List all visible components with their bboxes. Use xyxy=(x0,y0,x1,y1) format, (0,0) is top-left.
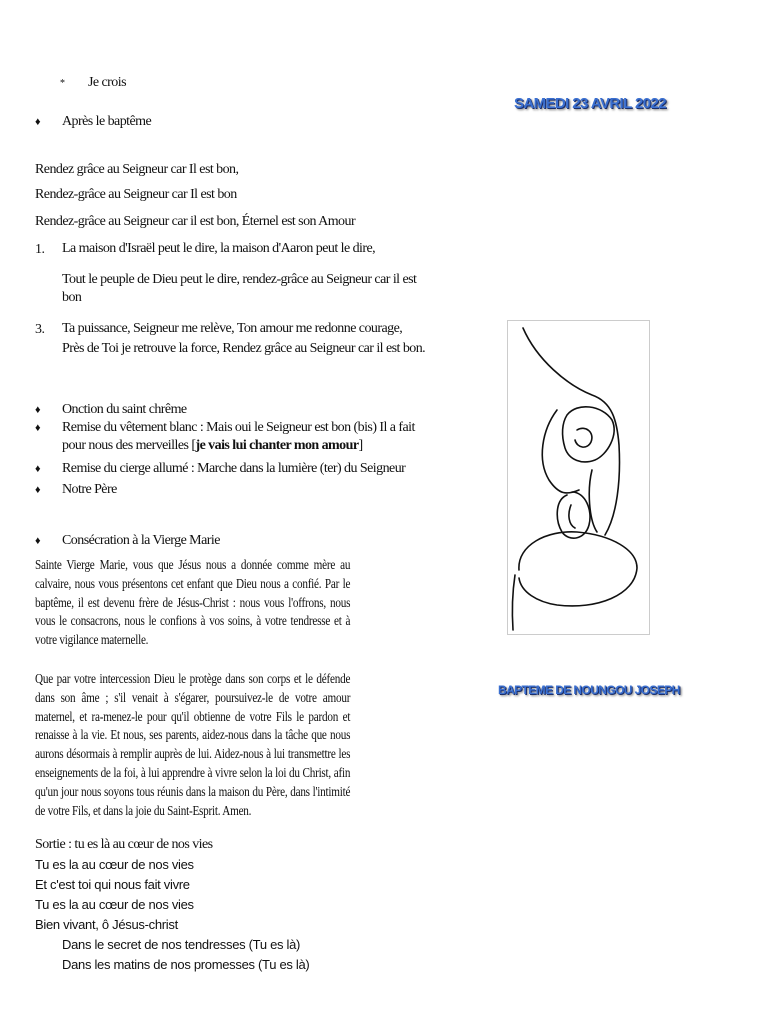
refrain-line: Rendez-grâce au Seigneur car il est bon, Éternel est son Amour xyxy=(35,214,356,229)
diamond-bullet-icon: ♦ xyxy=(35,463,41,475)
diamond-bullet-icon: ♦ xyxy=(35,535,41,547)
verse-number: 1. xyxy=(35,242,45,257)
consecration-paragraph-2: Que par votre intercession Dieu le protège dans son corps et le défende dans son âme ; s'il venait à s'égarer, poursuivez-le de votre amour maternel, et ra-menez-le pour qu'il obtienne de votre Fils le pardon et renaisse à la vie. Et nous, ses parents, aidez-nous dans la tâche que nous aurons désormais à remplir auprès de lui. Aidez-nous à lui transmettre les enseignements de la foi, à lui apprendre à vivre selon la loi du Christ, afin qu'un jour nous soyons tous réunis dans la maison du Père, dans l'intimité de votre Fils, et dans la joie du Saint-Esprit. Amen. xyxy=(35,671,351,819)
verse-number: 3. xyxy=(35,322,45,337)
sortie-line: Et c'est toi qui nous fait vivre xyxy=(35,877,190,893)
rite-item-continued xyxy=(62,437,363,455)
refrain-line: Rendez-grâce au Seigneur car Il est bon xyxy=(35,187,237,202)
credo-item: Je crois xyxy=(88,75,126,90)
rite-item: Onction du saint chrême xyxy=(62,402,187,417)
diamond-bullet-icon: ♦ xyxy=(35,404,41,416)
rite-item: Notre Père xyxy=(62,482,117,497)
rite-item: Remise du vêtement blanc : Mais oui le Seigneur est bon (bis) Il a fait xyxy=(62,420,415,435)
diamond-bullet-icon: ♦ xyxy=(35,484,41,496)
song-title-bold: je vais lui chanter mon amour xyxy=(195,438,359,453)
rite-text: ] xyxy=(358,438,363,453)
verse-line: bon xyxy=(62,290,82,305)
sortie-heading: Sortie : tu es là au cœur de nos vies xyxy=(35,837,213,853)
rite-text: pour nous des merveilles [ xyxy=(62,438,196,453)
refrain-line: Rendez grâce au Seigneur car Il est bon, xyxy=(35,162,239,177)
rite-item: Remise du cierge allumé : Marche dans la lumière (ter) du Seigneur xyxy=(62,461,406,476)
sortie-line: Bien vivant, ô Jésus-christ xyxy=(35,917,178,933)
sortie-indented-line: Dans les matins de nos promesses (Tu es là) xyxy=(62,957,310,973)
verse-line: La maison d'Israël peut le dire, la maison d'Aaron peut le dire, xyxy=(62,241,376,256)
verse-line: Ta puissance, Seigneur me relève, Ton amour me redonne courage, xyxy=(62,321,403,336)
sortie-line: Tu es la au cœur de nos vies xyxy=(35,857,194,873)
after-baptism-heading: Après le baptême xyxy=(62,114,152,129)
diamond-bullet-icon: ♦ xyxy=(35,422,41,434)
date-title: SAMEDI 23 AVRIL 2022 xyxy=(514,95,666,112)
verse-line: Tout le peuple de Dieu peut le dire, rendez-grâce au Seigneur car il est xyxy=(62,272,417,287)
sortie-line: Tu es la au cœur de nos vies xyxy=(35,897,194,913)
sortie-indented-line: Dans le secret de nos tendresses (Tu es là) xyxy=(62,937,301,953)
consecration-and-sortie-block xyxy=(35,557,350,975)
baptism-name-title: BAPTEME DE NOUNGOU JOSEPH xyxy=(498,683,680,697)
bullet-asterisk: * xyxy=(60,78,65,89)
mother-child-drawing xyxy=(507,320,650,635)
verse-line: Près de Toi je retrouve la force, Rendez grâce au Seigneur car il est bon. xyxy=(62,341,426,356)
consecration-heading: Consécration à la Vierge Marie xyxy=(62,533,220,548)
diamond-bullet-icon: ♦ xyxy=(35,116,41,128)
consecration-paragraph-1: Sainte Vierge Marie, vous que Jésus nous a donnée comme mère au calvaire, nous vous présentons cet enfant que Dieu nous a confié. Par le baptême, il est devenu frère de Jésus-Christ : nous vous l'offrons, nous vous le consacrons, nous le confions à vos soins, à votre tendresse et à votre vigilance maternelle. xyxy=(35,558,351,649)
